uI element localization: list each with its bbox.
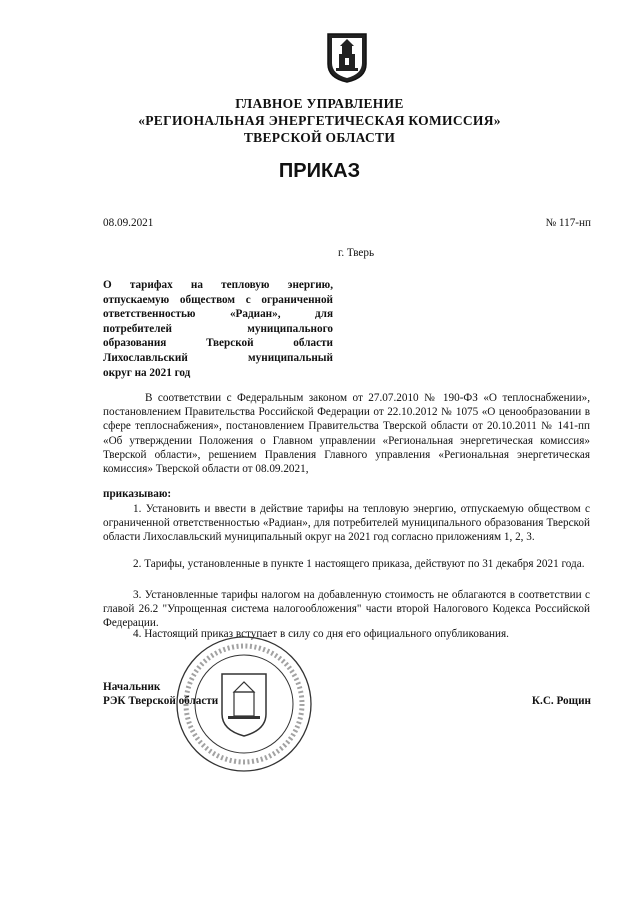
signatory-position-line-1: Начальник (103, 681, 161, 693)
subject-line: отпускаемую обществом с ограниченной (103, 293, 333, 306)
signatory-name: К.С. Рощин (531, 695, 591, 707)
org-name-line-2: «РЕГИОНАЛЬНАЯ ЭНЕРГЕТИЧЕСКАЯ КОМИССИЯ» (138, 113, 501, 128)
coat-of-arms-emblem (326, 32, 368, 84)
city: г. Тверь (338, 247, 375, 259)
subject-line: округ на 2021 год (103, 366, 191, 379)
document-number: № 117-нп (545, 217, 591, 229)
document-title: ПРИКАЗ (278, 160, 361, 182)
subject-line: Лихославльский муниципальный (103, 351, 333, 364)
signatory-position-line-2: РЭК Тверской области (103, 695, 219, 707)
org-name-line-3: ТВЕРСКОЙ ОБЛАСТИ (243, 130, 396, 145)
subject-line: потребителей муниципального (103, 322, 333, 335)
order-item-3: 3. Установленные тарифы налогом на добавленную стоимость не облагаются в соответствии с главой 26.2 "Упрощенная система налогообложения" части второй Налогового Кодекса Российской Федерации. (103, 589, 590, 630)
order-item-2: 2. Тарифы, установленные в пункте 1 настоящего приказа, действуют по 31 декабря 2021 года. (133, 558, 585, 570)
org-name-line-1: ГЛАВНОЕ УПРАВЛЕНИЕ (235, 96, 404, 111)
order-item-4: 4. Настоящий приказ вступает в силу со дня его официального опубликования. (133, 628, 509, 640)
preamble-paragraph: В соответствии с Федеральным законом от 27.07.2010 № 190-ФЗ «О теплоснабжении», постановлением Правительства Российской Федерации от 22.10.2012 № 1075 «О ценообразовании в сфере теплоснабжения», постановлением Правительства Тверской области от 20.10.2011 № 141-пп «Об утверждении Положения о Главном управлении «Региональная энергетическая комиссия» Тверской области», решением Правления Главного управления «Региональная энергетическая комиссия» Тверской области от 08.09.2021, (103, 392, 590, 476)
subject-line: О тарифах на тепловую энергию, (103, 279, 333, 291)
order-word: приказываю: (103, 488, 172, 500)
subject-line: образования Тверской области (103, 337, 333, 350)
order-item-1: 1. Установить и ввести в действие тарифы на тепловую энергию, отпускаемую обществом с ограниченной ответственностью «Радиан», для потребителей муниципального образования Тверской области Лихославльский муниципальный округ на 2021 год согласно приложениям 1, 2, 3. (103, 503, 590, 544)
subject-line: ответственностью «Радиан», для (103, 308, 333, 321)
document-date: 08.09.2021 (103, 217, 154, 229)
document-subject (103, 278, 333, 380)
